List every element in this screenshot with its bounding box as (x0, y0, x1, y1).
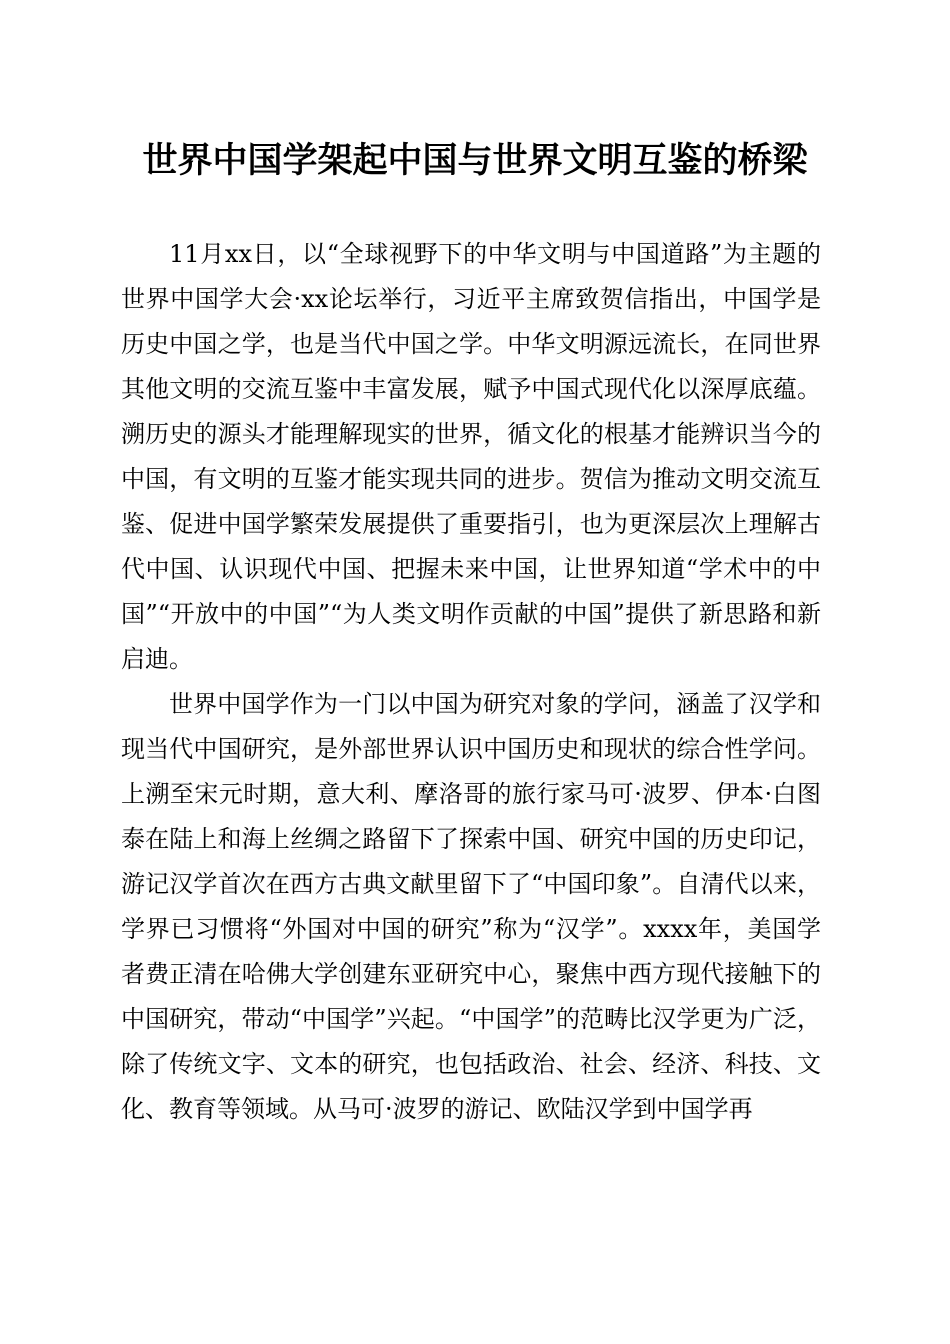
paragraph-2: 世界中国学作为一门以中国为研究对象的学问，涵盖了汉学和现当代中国研究，是外部世界认识中国历史和现状的综合性学问。上溯至宋元时期，意大利、摩洛哥的旅行家马可·波罗、伊本·白图泰在陆上和海上丝绸之路留下了探索中国、研究中国的历史印记，游记汉学首次在西方古典文献里留下了“中国印象”。自清代以来，学界已习惯将“外国对中国的研究”称为“汉学”。xxxx年，美国学者费正清在哈佛大学创建东亚研究中心，聚焦中西方现代接触下的中国研究，带动“中国学”兴起。“中国学”的范畴比汉学更为广泛，除了传统文字、文本的研究，也包括政治、社会、经济、科技、文化、教育等领域。从马可·波罗的游记、欧陆汉学到中国学再 (121, 690, 821, 1123)
paragraph-1: 11月xx日，以“全球视野下的中华文明与中国道路”为主题的世界中国学大会·xx论坛举行，习近平主席致贺信指出，中国学是历史中国之学，也是当代中国之学。中华文明源远流长，在同世界其他文明的交流互鉴中丰富发展，赋予中国式现代化以深厚底蕴。溯历史的源头才能理解现实的世界，循文化的根基才能辨识当今的中国，有文明的互鉴才能实现共同的进步。贺信为推动文明交流互鉴、促进中国学繁荣发展提供了重要指引，也为更深层次上理解古代中国、认识现代中国、把握未来中国，让世界知道“学术中的中国”“开放中的中国”“为人类文明作贡献的中国”提供了新思路和新启迪。 (121, 240, 821, 673)
document-title: 世界中国学架起中国与世界文明互鉴的桥梁 (142, 140, 808, 181)
document-body (121, 232, 821, 1132)
